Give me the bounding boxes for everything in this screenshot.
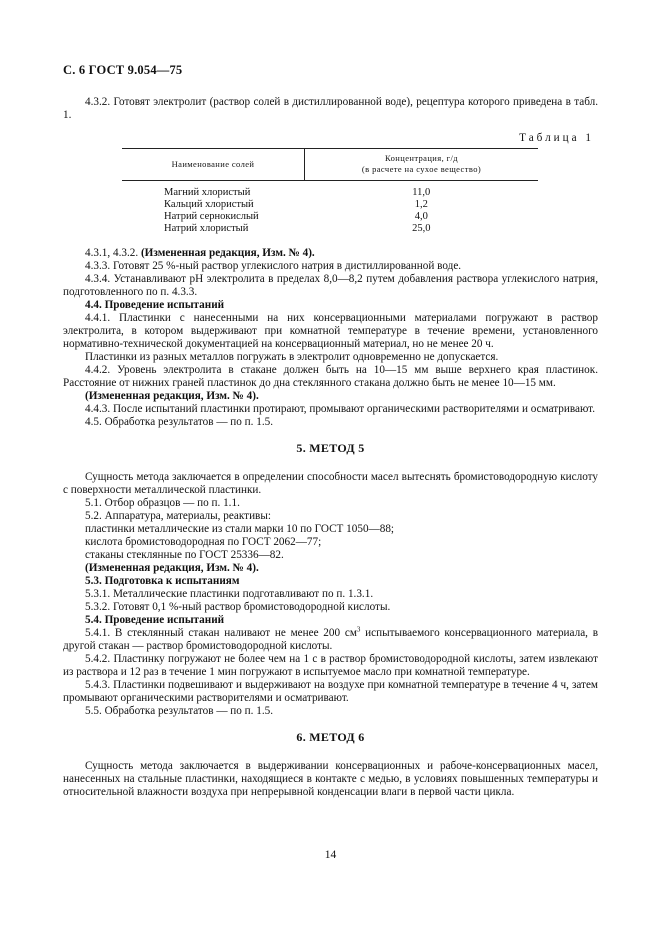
paragraph-5-2-item: стаканы стеклянные по ГОСТ 25336—82. bbox=[85, 549, 284, 561]
paragraph-5-4-3: 5.4.3. Пластинки подвешивают и выдерживают на воздухе при комнатной температуре в течение 4 ч, затем промывают органическими растворителями и осматривают. bbox=[63, 679, 598, 704]
table-caption: Таблица 1 bbox=[519, 132, 594, 144]
paragraph-4-4-3: 4.4.3. После испытаний пластинки протирают, промывают органическими растворителями и осматривают. bbox=[85, 403, 596, 415]
table-row bbox=[122, 181, 538, 200]
table-header-row bbox=[122, 149, 538, 181]
paragraph-4-3-1-edit bbox=[63, 247, 598, 260]
paragraph-5-4-1-start: 5.4.1. В стеклянный стакан наливают не менее 200 см bbox=[85, 627, 357, 639]
heading-5-4: 5.4. Проведение испытаний bbox=[85, 614, 225, 626]
column-header-concentration-line2: (в расчете на сухое вещество) bbox=[361, 164, 482, 174]
section-title-method-6: 6. МЕТОД 6 bbox=[296, 730, 365, 744]
table-row bbox=[122, 211, 538, 223]
salt-name-cell: Натрий хлористый bbox=[164, 223, 249, 234]
concentration-cell: 11,0 bbox=[412, 187, 431, 198]
paragraph-5-2: 5.2. Аппаратура, материалы, реактивы: bbox=[85, 510, 271, 522]
salt-name-cell: Магний хлористый bbox=[164, 187, 251, 198]
superscript: 3 bbox=[356, 625, 361, 634]
salt-name-cell: Кальций хлористый bbox=[164, 199, 254, 210]
paragraph-4-4-1-note: Пластинки из разных металлов погружать в электролит одновременно не допускается. bbox=[85, 351, 499, 363]
paragraph-5-3-2: 5.3.2. Готовят 0,1 %-ный раствор бромистоводородной кислоты. bbox=[85, 601, 391, 613]
heading-5-3: 5.3. Подготовка к испытаниям bbox=[85, 575, 240, 587]
page-number: 14 bbox=[324, 849, 337, 861]
page-header: С. 6 ГОСТ 9.054—75 bbox=[63, 63, 183, 77]
paragraph-5-3-1: 5.3.1. Металлические пластинки подготавливают по п. 1.3.1. bbox=[85, 588, 374, 600]
paragraph-ref: 4.3.1, 4.3.2. bbox=[85, 247, 139, 259]
column-header-salt-name: Наименование солей bbox=[122, 149, 305, 181]
salt-name-cell: Натрий сернокислый bbox=[164, 211, 259, 222]
paragraph-5-4-1 bbox=[63, 627, 598, 653]
table-row bbox=[122, 223, 538, 235]
column-header-concentration bbox=[305, 149, 539, 181]
table-row bbox=[122, 199, 538, 211]
paragraph-5-2-item: пластинки металлические из стали марки 10 по ГОСТ 1050—88; bbox=[85, 523, 395, 535]
amendment-note: (Измененная редакция, Изм. № 4). bbox=[140, 247, 315, 259]
paragraph-5-4-2: 5.4.2. Пластинку погружают не более чем на 1 с в раствор бромистоводородной кислоты, затем извлекают из раствора и 12 раз в течение 1 мин погружают в испытуемое масло при комнатной температуре. bbox=[63, 653, 598, 678]
paragraph-5-4-1-end: испытываемого консервационного материала, в другой стакан — раствор бромистоводородной кислоты. bbox=[63, 627, 598, 652]
paragraph-4-5: 4.5. Обработка результатов — по п. 1.5. bbox=[85, 416, 274, 428]
paragraph-4-4-1: 4.4.1. Пластинки с нанесенными на них консервационными материалами погружают в раствор электролита, в котором выдерживают при комнатной температуре в течение времени, установленного нормативно-технической документацией на консервационный материал, но не менее 20 ч. bbox=[63, 312, 598, 350]
paragraph-4-4-2: 4.4.2. Уровень электролита в стакане должен быть на 10—15 мм выше верхнего края пластинок. Расстояние от нижних граней пластинок до дна стеклянного стакана должно быть не менее 10—15 мм. bbox=[63, 364, 598, 389]
amendment-note: (Измененная редакция, Изм. № 4). bbox=[85, 390, 259, 402]
paragraph-5-intro: Сущность метода заключается в определении способности масел вытеснять бромистоводородную кислоту с поверхности металлической пластинки. bbox=[63, 471, 598, 496]
concentration-cell: 25,0 bbox=[412, 223, 431, 234]
document-body bbox=[63, 96, 598, 799]
paragraph-4-3-2: 4.3.2. Готовят электролит (раствор солей в дистиллированной воде), рецептура которого приведена в табл. 1. bbox=[63, 96, 598, 121]
section-title-method-5: 5. МЕТОД 5 bbox=[296, 441, 365, 455]
paragraph-6-intro: Сущность метода заключается в выдерживании консервационных и рабоче-консервационных масел, нанесенных на стальные пластинки, находящиеся в контакте с медью, в условиях повышенных температуры и относительной влажности воздуха при непрерывной конденсации влаги в первой части цикла. bbox=[63, 760, 598, 798]
paragraph-5-5: 5.5. Обработка результатов — по п. 1.5. bbox=[85, 705, 274, 717]
heading-4-4: 4.4. Проведение испытаний bbox=[85, 299, 225, 311]
paragraph-4-3-3: 4.3.3. Готовят 25 %-ный раствор углекислого натрия в дистиллированной воде. bbox=[85, 260, 462, 272]
salts-table bbox=[122, 148, 538, 235]
column-header-concentration-line1: Концентрация, г/д bbox=[385, 153, 458, 163]
concentration-cell: 4,0 bbox=[414, 211, 428, 222]
amendment-note: (Измененная редакция, Изм. № 4). bbox=[85, 562, 259, 574]
paragraph-5-2-item: кислота бромистоводородная по ГОСТ 2062—77; bbox=[85, 536, 322, 548]
paragraph-5-1: 5.1. Отбор образцов — по п. 1.1. bbox=[85, 497, 240, 509]
concentration-cell: 1,2 bbox=[414, 199, 428, 210]
paragraph-4-3-4: 4.3.4. Устанавливают рН электролита в пределах 8,0—8,2 путем добавления раствора углекислого натрия, подготовленного по п. 4.3.3. bbox=[63, 273, 598, 298]
